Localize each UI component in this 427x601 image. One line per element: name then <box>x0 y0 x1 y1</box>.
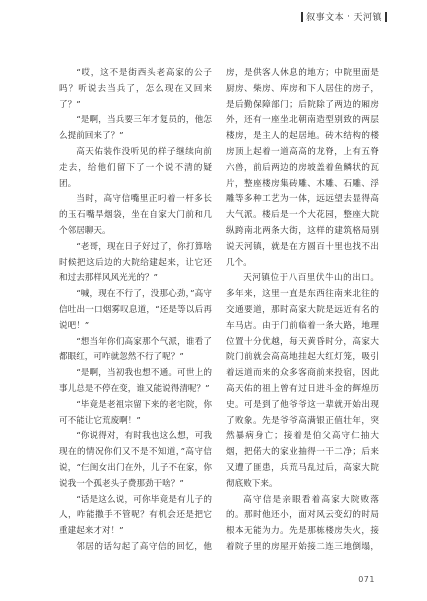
right-column <box>226 66 379 554</box>
paragraph: 天河镇位于八百里伏牛山的出口。多年来，这里一直是东西往南来北往的交通要道，那时高家大院是远近有名的车马店。由于门前临着一条大路，地理位置十分优越，每天黄昏时分，高家大院门前就会高高地挂起大红灯笼，吸引着远道而来的众多客商前来投宿，因此高天佑的祖上曾有过日进斗金的辉煌历史。可是到了他爷爷这一辈就开始出现了败象。先是爷爷高满银正值壮年，突然暴病身亡；接着是伯父高守仁抽大烟，把偌大的家业抽得一干二净；后来又遭了匪患，兵荒马乱过后，高家大院彻底败下来。 <box>226 273 379 489</box>
text-columns <box>59 66 379 554</box>
paragraph: 邻居的话勾起了高守信的回忆，他 <box>76 541 212 552</box>
paragraph: 高守信是亲眼看着高家大院败落的。那时他还小，面对风云变幻的时局根本无能为力。先是那栋楼房失火，接着院子里的房屋开始接二连三地倒塌， <box>226 494 379 552</box>
paragraph: “是啊，当初我也想不通。可世上的事儿总是不停在变，谁又能说得清呢？” <box>59 368 212 394</box>
paragraph-continued: 房，是供客人休息的地方；中院里面是厨房、柴房、库房和下人居住的房子，是后勤保障部门；后院除了两边的厢房外，还有一座坐北朝南造型别致的两层楼房，是主人的起居地。砖木结构的楼房顶上起着一道高高的龙脊，上有五脊六兽，前后两边的房坡盖着鱼鳞状的瓦片，整座楼房集砖雕、木雕、石雕、浮雕等多种工艺为一体，远远望去显得高大气派。楼后是一个大花园，整座大院纵跨南北两条大街，这样的建筑格局别说天河镇，就是在方圆百十里也找不出几个。 <box>226 68 379 268</box>
paragraph: “老哥，现在日子好过了，你打算啥时候把这后边的大院给建起来，让它还和过去那样风风光光的？” <box>59 241 212 284</box>
header-left-bar <box>301 12 303 22</box>
header-separator: · <box>347 11 351 22</box>
paragraph: “想当年你们高家那个气派，谁看了都眼红，可咋就忽然不行了呢？” <box>59 336 212 363</box>
header-section-title: 叙事文本 <box>306 13 345 23</box>
paragraph: “喊，现在不行了，没那心劲，”高守信吐出一口烟雾叹息道，“还是等以后再说吧！” <box>59 289 212 331</box>
header-book-title: 天河镇 <box>353 13 382 23</box>
header-right-bar <box>385 12 387 22</box>
left-column <box>59 66 212 554</box>
paragraph: “你说得对，有时我也这么想，可我现在的情况你们又不是不知道，”高守信说，“仨闺女出门在外，儿子不在家，你说我一个孤老头子费那劲干啥？” <box>59 431 212 489</box>
paragraph: 当时，高守信嘴里正叼着一杆多长的玉石嘴旱烟袋，坐在自家大门前和几个邻居聊天。 <box>59 194 212 236</box>
running-header <box>301 10 387 23</box>
paragraph: 高天佑装作没听见的样子继续向前走去，给他们留下了一个说不清的疑团。 <box>59 146 212 189</box>
paragraph: “话是这么说，可你毕竟是有儿子的人，咋能撒手不管呢？有机会还是把它重建起来才对！” <box>59 494 212 537</box>
page-number: 071 <box>358 575 375 584</box>
paragraph: “是啊，当兵要三年才复员的，他怎么提前回来了？” <box>59 115 212 142</box>
paragraph: “哎，这不是街西头老高家的公子吗？听说去当兵了，怎么现在又回来了？” <box>59 68 212 110</box>
paragraph: “毕竟是老祖宗留下来的老宅院，你可不能让它荒废啊！” <box>59 399 212 426</box>
